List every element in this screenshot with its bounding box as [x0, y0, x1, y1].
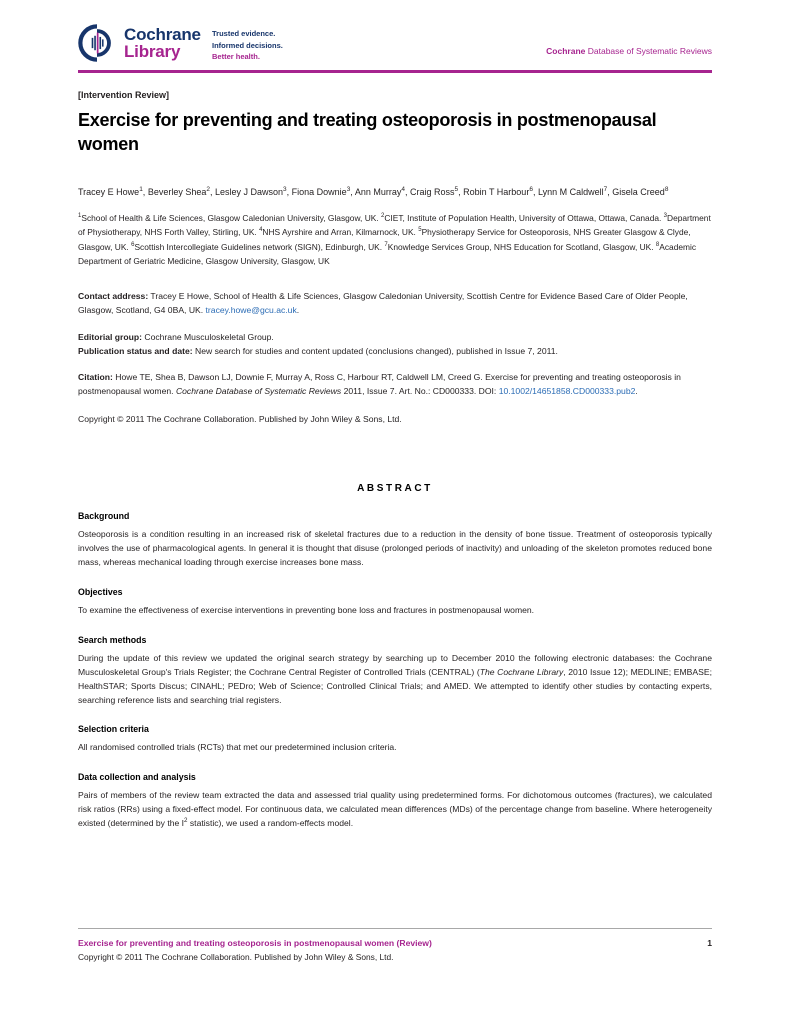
citation-tail: . — [635, 386, 638, 397]
author-name: Lesley J Dawson — [214, 186, 284, 197]
affiliation-marker: 6 — [131, 241, 135, 248]
page-content — [78, 0, 712, 831]
affiliation-marker: 1 — [78, 213, 82, 220]
contact-email-link[interactable]: tracey.howe@gcu.ac.uk — [205, 304, 297, 315]
section-body: All randomised controlled trials (RCTs) that met our predetermined inclusion criteria. — [78, 742, 397, 753]
affiliation-text: Knowledge Services Group, NHS Education for Scotland, Glasgow, UK. — [387, 241, 654, 252]
author-affiliation-marker: 6 — [529, 185, 533, 193]
abstract-sections — [78, 511, 712, 831]
section-body: To examine the effectiveness of exercise interventions in preventing bone loss and fractures in postmenopausal women. — [78, 604, 535, 615]
footer-row — [78, 938, 712, 948]
section-heading: Objectives — [78, 586, 123, 597]
affiliation-marker: 5 — [418, 227, 422, 234]
footer-title: Exercise for preventing and treating osteoporosis in postmenopausal women (Review) — [78, 938, 432, 948]
author-affiliation-marker: 3 — [346, 185, 351, 193]
search-methods-italic: The Cochrane Library — [479, 666, 564, 677]
footer-divider — [78, 928, 712, 930]
author-list: Tracey E Howe$^1$, Beverley Shea$^2$, Lesley J Dawson$^3$, Fiona Downie$^3$, Ann Murray$^4$, Craig Ross$^5$, Robin T Harbour$^6$, Lynn M Caldwell$^7$, Gisela Creed$^8$ — [78, 185, 669, 197]
affiliation-text: Physiotherapy Service for Osteoporosis, NHS Greater Glasgow & Clyde, Glasgow, UK. — [78, 227, 691, 252]
footer-copyright: Copyright © 2011 The Cochrane Collaboration. Published by John Wiley & Sons, Ltd. — [78, 952, 394, 962]
abstract-section-selection-criteria — [78, 724, 712, 755]
citation-doi-link[interactable]: 10.1002/14651858.CD000333.pub2 — [498, 386, 636, 397]
copyright-notice: Copyright © 2011 The Cochrane Collaboration. Published by John Wiley & Sons, Ltd. — [78, 414, 402, 425]
masthead-divider — [78, 70, 712, 73]
editorial-group-label: Editorial group: — [78, 331, 142, 342]
abstract-section-search-methods — [78, 635, 712, 708]
abstract-heading: ABSTRACT — [357, 483, 433, 495]
tagline-line-3: Better health. — [212, 52, 260, 62]
affiliation-text: Department of Physiotherapy, NHS Forth Valley, Stirling, UK. — [78, 213, 711, 238]
journal-name-rest: Database of Systematic Reviews — [585, 46, 712, 56]
author-affiliation-marker: 4 — [401, 185, 405, 193]
citation-journal-italic: Cochrane Database of Systematic Reviews — [175, 386, 342, 397]
citation-label: Citation: — [78, 372, 113, 383]
masthead — [78, 0, 712, 62]
metadata-block — [78, 290, 712, 400]
author-affiliation-marker: 7 — [603, 185, 608, 193]
page-title: Exercise for preventing and treating osteoporosis in postmenopausal women — [78, 110, 657, 154]
author-name: Ann Murray — [354, 186, 402, 197]
affiliation-text: Scottish Intercollegiate Guidelines network (SIGN), Edinburgh, UK. — [134, 241, 383, 252]
author-name: Fiona Downie — [291, 186, 347, 197]
cochrane-library-logo — [78, 24, 201, 62]
author-name: Gisela Creed — [612, 186, 665, 197]
citation — [78, 371, 712, 399]
citation-text-2: 2011, Issue 7. Art. No.: CD000333. DOI: — [341, 386, 499, 397]
contact-address-text: Tracey E Howe, School of Health & Life Sciences, Glasgow Caledonian University, Scottish Centre for Evidence Based Care of Older People, Glasgow, Scotland, G4 0BA, UK. — [78, 290, 688, 315]
affiliation-marker: 2 — [381, 213, 385, 220]
author-affiliation-marker: 8 — [664, 185, 669, 193]
abstract-section-data-collection — [78, 772, 712, 831]
author-name: Tracey E Howe — [78, 186, 140, 197]
logo-wordmark — [124, 26, 201, 60]
data-collection-text-1: Pairs of members of the review team extracted the data and assessed trial quality using predetermined forms. For dichotomous outcomes (fractures), we calculated risk ratios (RRs) using a fixed-effect model. For continuous data, we calculated mean differences (MDs) of the percentage change from baseline. Where heterogeneity existed (determined by the I — [78, 790, 712, 829]
author-affiliation-marker: 5 — [454, 185, 459, 193]
tagline — [212, 28, 283, 63]
affiliation-marker: 4 — [259, 227, 263, 234]
review-type-label: [Intervention Review] — [78, 90, 170, 100]
affiliation-text: NHS Ayrshire and Arran, Kilmarnock, UK. — [262, 227, 416, 238]
cochrane-logo-icon — [78, 24, 116, 62]
abstract-section-objectives — [78, 587, 712, 618]
section-heading: Selection criteria — [78, 724, 149, 735]
editorial-group — [78, 331, 712, 345]
author-name: Beverley Shea — [147, 186, 207, 197]
journal-name — [546, 46, 712, 56]
affiliation-text: Academic Department of Geriatric Medicine, Glasgow University, Glasgow, UK — [78, 241, 697, 266]
page-footer — [78, 928, 712, 963]
tagline-line-2: Informed decisions. — [212, 40, 283, 50]
section-heading: Data collection and analysis — [78, 772, 196, 783]
section-heading: Search methods — [78, 634, 147, 645]
author-affiliation-marker: 2 — [206, 185, 210, 193]
affiliation-marker: 3 — [663, 213, 668, 220]
contact-address-tail: . — [296, 304, 300, 315]
affiliation-text: School of Health & Life Sciences, Glasgow Caledonian University, Glasgow, UK. — [81, 213, 379, 224]
publication-status-text: New search for studies and content updated (conclusions changed), published in Issue 7, 2011. — [192, 345, 558, 356]
journal-name-bold: Cochrane — [546, 46, 586, 56]
data-collection-text-2: statistic), we used a random-effects model. — [187, 818, 354, 829]
section-heading: Background — [78, 511, 130, 522]
page-number: 1 — [707, 938, 712, 948]
tagline-line-1: Trusted evidence. — [212, 29, 276, 38]
editorial-group-text: Cochrane Musculoskeletal Group. — [141, 331, 274, 342]
search-methods-text-2: , 2010 Issue 12); MEDLINE; EMBASE; HealthSTAR; Sports Discus; CINAHL; PEDro; Web of Science; Controlled Clinical Trials; and AMED. We attempted to identify other studies by contacting experts, searching reference lists and searching trial registers. — [78, 666, 712, 705]
affiliation-marker: 7 — [384, 241, 388, 248]
logo-word-library: Library — [124, 42, 181, 61]
publication-status — [78, 345, 712, 359]
section-body: Osteoporosis is a condition resulting in an increased risk of skeletal fractures due to a reduction in the density of bone tissue. Treatment of osteoporosis typically involves the use of pharmacological agents. In general it is thought that disuse (prolonged periods of inactivity) and unloading of the skeleton promotes reduced bone mass, whereas mechanical loading through exercise increases bone mass. — [78, 529, 712, 567]
contact-address — [78, 290, 712, 318]
affiliation-text: CIET, Institute of Population Health, University of Ottawa, Ottawa, Canada. — [384, 213, 662, 224]
author-name: Lynn M Caldwell — [537, 186, 604, 197]
i-squared-superscript: 2 — [184, 817, 188, 825]
author-name: Craig Ross — [409, 186, 455, 197]
section-body — [78, 789, 712, 831]
logo-word-cochrane: Cochrane — [124, 25, 201, 44]
author-affiliation-marker: 1 — [139, 185, 143, 193]
search-methods-text-1: During the update of this review we updated the original search strategy by searching up to December 2010 the following electronic databases: the Cochrane Musculoskeletal Group's Trials Register; the Cochrane Central Register of Controlled Trials (CENTRAL) ( — [78, 652, 712, 677]
affiliation-marker: 8 — [655, 241, 660, 248]
publication-status-label: Publication status and date: — [78, 345, 193, 356]
author-name: Robin T Harbour — [463, 186, 530, 197]
contact-address-label: Contact address: — [78, 290, 149, 301]
section-body — [78, 652, 712, 708]
citation-text-1: Howe TE, Shea B, Dawson LJ, Downie F, Murray A, Ross C, Harbour RT, Caldwell LM, Creed G. Exercise for preventing and treating osteoporosis in postmenopausal women. — [78, 372, 681, 397]
author-affiliation-marker: 3 — [283, 185, 287, 193]
affiliation-list — [78, 211, 712, 267]
abstract-section-background — [78, 511, 712, 570]
